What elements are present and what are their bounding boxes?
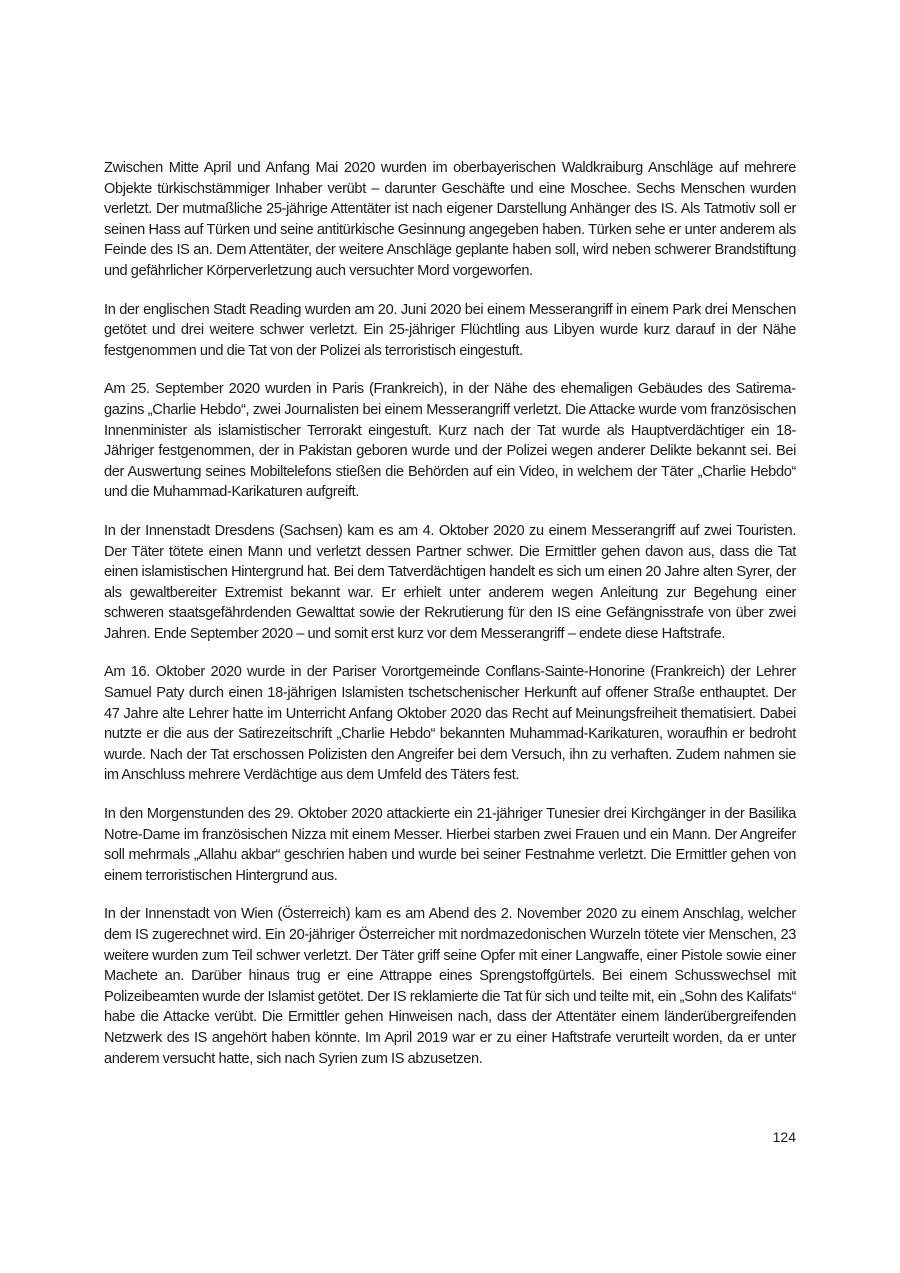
paragraph-reading: In der englischen Stadt Reading wurden am 20. Juni 2020 bei einem Messerangriff in einem Park drei Menschen getötet und drei weitere schwer verletzt. Ein 25-jähriger Flüchtling aus Libyen wurde kurz darauf in der Nähe festgenommen und die Tat von der Polizei als terroristisch eingestuft. [104,301,796,359]
document-body [104,158,796,1087]
paragraph-nizza: In den Morgenstunden des 29. Oktober 2020 attackierte ein 21-jähriger Tunesier drei Kirchgänger in der Basilika Notre-Dame im französischen Nizza mit einem Messer. Hierbei starben zwei Frauen und ein Mann. Der Angreifer soll mehrmals „Allahu akbar“ geschrien haben und wurde bei seiner Festnahme verletzt. Die Ermittler gehen von einem terroristischen Hintergrund aus. [104,806,796,884]
paragraph-conflans: Am 16. Oktober 2020 wurde in der Pariser Vorortgemeinde Conflans-Sainte-Honorine (Frankreich) der Lehrer Samuel Paty durch einen 18-jährigen Islamisten tschetschenischer Herkunft auf offener Straße enthauptet. Der 47 Jahre alte Lehrer hatte im Unterricht Anfang Oktober 2020 das Recht auf Meinungsfreiheit thematisiert. Dabei nutzte er die aus der Satirezeitschrift „Charlie Hebdo“ bekannten Muhammad-Karikaturen, woraufhin er bedroht wurde. Nach der Tat erschossen Polizisten den Angreifer bei dem Versuch, ihn zu verhaften. Zudem nahmen sie im Anschluss mehrere Verdächtige aus dem Umfeld des Täters fest. [104,664,796,784]
paragraph-paris-charlie-hebdo: Am 25. September 2020 wurden in Paris (Frankreich), in der Nähe des ehemaligen Gebäudes des Satiremagazins „Charlie Hebdo“, zwei Journalisten bei einem Messerangriff verletzt. Die Attacke wurde vom französischen Innenminister als islamistischer Terrorakt eingestuft. Kurz nach der Tat wurde als Hauptverdächtiger ein 18-Jähriger festgenommen, der in Pakistan geboren wurde und der Polizei wegen anderer Delikte bekannt sei. Bei der Auswertung seines Mobiltelefons stießen die Behörden auf ein Video, in welchem der Täter „Charlie Hebdo“ und die Muhammad-Karikaturen aufgreift. [104,381,796,501]
page-number: 124 [772,1129,796,1145]
paragraph-dresden: In der Innenstadt Dresdens (Sachsen) kam es am 4. Oktober 2020 zu einem Messerangriff auf zwei Touristen. Der Täter tötete einen Mann und verletzt dessen Partner schwer. Die Ermittler gehen davon aus, dass die Tat einen islamistischen Hintergrund hat. Bei dem Tatverdächtigen handelt es sich um einen 20 Jahre alten Syrer, der als gewaltbereiter Extremist bekannt war. Er erhielt unter anderem wegen Anleitung zur Begehung einer schweren staatsgefährdenden Gewalttat sowie der Rekrutierung für den IS eine Gefängnisstrafe von über zwei Jahren. Ende September 2020 – und somit erst kurz vor dem Messerangriff – endete diese Haftstrafe. [104,522,796,642]
paragraph-wien: In der Innenstadt von Wien (Österreich) kam es am Abend des 2. November 2020 zu einem Anschlag, welcher dem IS zugerechnet wird. Ein 20-jähriger Österreicher mit nordmazedonischen Wurzeln tötete vier Menschen, 23 weitere wurden zum Teil schwer verletzt. Der Täter griff seine Opfer mit einer Langwaffe, einer Pistole sowie einer Machete an. Darüber hinaus trug er eine Attrappe eines Sprengstoffgürtels. Bei einem Schusswechsel mit Polizeibeamten wurde der Islamist getötet. Der IS reklamierte die Tat für sich und teilte mit, ein „Sohn des Kalifats“ habe die Attacke verübt. Die Ermittler gehen Hinweisen nach, dass der Attentäter einem länderübergreifenden Netzwerk des IS angehört haben könnte. Im April 2019 war er zu einer Haftstrafe verurteilt worden, da er unter anderem versucht hatte, sich nach Syrien zum IS abzusetzen. [104,906,796,1067]
paragraph-waldkraiburg: Zwischen Mitte April und Anfang Mai 2020 wurden im oberbayerischen Waldkraiburg Anschläge auf mehrere Objekte türkischstämmiger Inhaber verübt – darunter Geschäfte und eine Moschee. Sechs Menschen wurden verletzt. Der mutmaßliche 25-jährige Attentäter ist nach eigener Darstellung Anhänger des IS. Als Tatmotiv soll er seinen Hass auf Türken und seine antitürkische Gesinnung angegeben haben. Türken sehe er unter anderem als Feinde des IS an. Dem Attentäter, der weitere Anschläge geplante haben soll, wird neben schwerer Brandstiftung und gefährlicher Körperverletzung auch versuchter Mord vorgeworfen. [104,160,796,279]
